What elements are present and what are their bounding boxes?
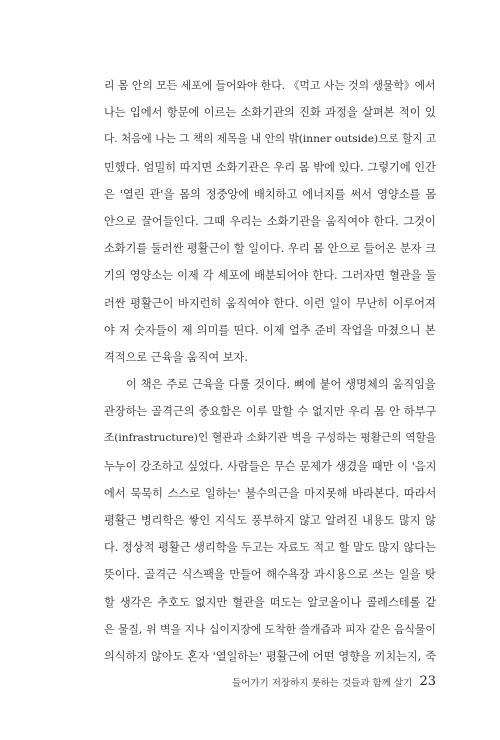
paragraph-1 — [104, 72, 436, 371]
text-line: 누누이 강조하고 싶었다. 사람들은 무슨 문제가 생겼을 때만 이 '음지 — [104, 459, 436, 473]
running-title: 들어가기 저장하지 못하는 것들과 함께 살기 — [232, 678, 413, 689]
text-line: 리 몸 안의 모든 세포에 들어와야 한다. 《먹고 사는 것의 생물학》에서 — [104, 79, 436, 92]
text-line: 안으로 끌어들인다. 그때 우리는 소화기관을 움직여야 한다. 그것이 — [104, 214, 436, 228]
page-number: 23 — [419, 674, 436, 689]
running-footer — [232, 676, 436, 692]
text-line: 야 저 숫자들이 제 의미를 띤다. 이제 얼추 준비 작업을 마쳤으니 본 — [104, 323, 436, 337]
text-line: 기의 영양소는 이제 각 세포에 배분되어야 한다. 그러자면 혈관을 둘 — [104, 269, 436, 283]
text-line: 평활근 병리학은 쌓인 지식도 풍부하지 않고 알려진 내용도 많지 않 — [104, 514, 436, 527]
text-line: 에서 묵묵히 스스로 일하는' 불수의근을 마지못해 바라본다. 따라서 — [104, 486, 436, 500]
text-line: 은 '열린 관'을 몸의 정중앙에 배치하고 에너지를 써서 영양소를 몸 — [104, 187, 436, 201]
text-line: 러싼 평활근이 바지런히 움직여야 한다. 이런 일이 무난히 이루어져 — [104, 296, 436, 310]
text-line: 뜻이다. 골격근 식스팩을 만들어 해수욕장 과시용으로 쓰는 일을 탓 — [104, 568, 436, 582]
text-line: 다. 정상적 평활근 생리학을 두고는 자료도 적고 할 말도 많지 않다는 — [104, 541, 436, 555]
text-line: 의식하지 않아도 혼자 '열일하는' 평활근에 어떤 영향을 끼치는지, 죽 — [104, 649, 436, 663]
paragraph-2 — [104, 371, 436, 670]
text-line: 민했다. 엄밀히 따지면 소화기관은 우리 몸 밖에 있다. 그렇기에 인간 — [104, 160, 436, 174]
text-line: 조(infrastructure)인 혈관과 소화기관 벽을 구성하는 평활근의 역할을 — [104, 432, 436, 445]
text-line: 할 생각은 추호도 없지만 혈관을 떠도는 알코올이나 콜레스테롤 같 — [104, 595, 436, 609]
text-line: 나는 입에서 항문에 이르는 소화기관의 진화 과정을 살펴본 적이 있 — [104, 106, 436, 120]
text-line: 이 책은 주로 근육을 다룰 것이다. 뼈에 붙어 생명체의 움직임을 — [126, 378, 436, 392]
text-line: 소화기를 둘러싼 평활근이 할 일이다. 우리 몸 안으로 들어온 분자 크 — [104, 242, 436, 256]
text-line: 관장하는 골격근의 중요함은 이루 말할 수 없지만 우리 몸 안 하부구 — [104, 405, 436, 419]
text-line: 다. 처음에 나는 그 책의 제목을 내 안의 밖(inner outside)으로 할지 고 — [104, 133, 436, 146]
text-line: 은 물질, 위 벽을 지나 십이지장에 도착한 쓸개즙과 피자 같은 음식물이 — [104, 622, 436, 636]
body-text — [104, 72, 436, 670]
text-line: 격적으로 근육을 움직여 보자. — [104, 350, 248, 364]
